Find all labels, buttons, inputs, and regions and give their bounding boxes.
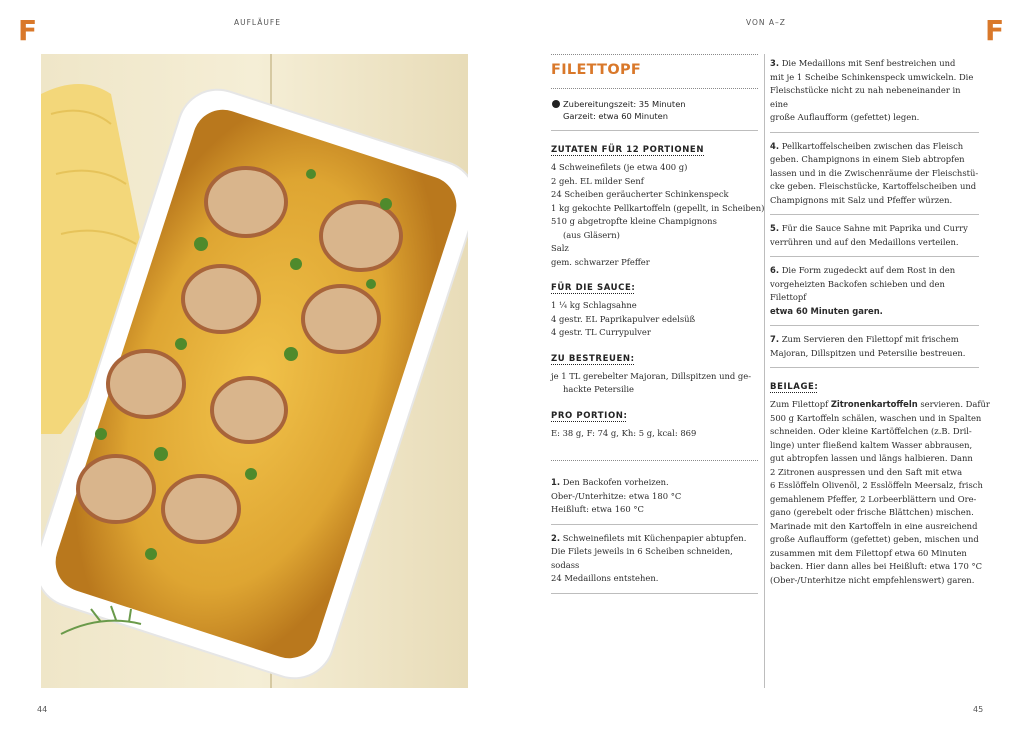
sauce-line: 4 gestr. EL Paprikapulver edelsüß <box>551 313 696 324</box>
ingredient-line: Salz <box>551 243 569 253</box>
step-line: vorgeheizten Backofen schieben und den Filettopf <box>770 278 945 302</box>
running-head-right: VON A–Z <box>746 18 786 27</box>
sauce-heading: FÜR DIE SAUCE: <box>551 283 636 293</box>
portion-heading: PRO PORTION: <box>551 410 628 421</box>
ingredient-line: gem. schwarzer Pfeffer <box>551 256 650 267</box>
sauce-line: 4 gestr. TL Currypulver <box>551 327 651 337</box>
step-line: mit je 1 Scheibe Schinkenspeck umwickeln. Die <box>770 71 974 82</box>
dotted-rule <box>551 460 758 461</box>
side-dish-line: linge) unter fließend kaltem Wasser abbrausen, <box>770 439 973 450</box>
page-number-right: 45 <box>973 705 984 714</box>
column-divider <box>764 54 765 688</box>
step-number: 7. <box>770 334 780 344</box>
step-line: Den Backofen vorheizen. <box>562 477 669 487</box>
step-line: 24 Medaillons entstehen. <box>551 573 659 583</box>
side-dish-line: zusammen mit dem Filettopf etwa 60 Minuten <box>770 547 967 558</box>
casserole-photo <box>41 54 468 688</box>
step-number: 6. <box>770 265 780 275</box>
side-intro-pre: Zum Filettopf <box>770 399 831 409</box>
step-line: Die Form zugedeckt auf dem Rost in den <box>781 265 956 275</box>
side-dish-line: 500 g Kartoffeln schälen, waschen und in Spalten <box>770 412 982 423</box>
step-line: verrühren und auf den Medaillons verteilen. <box>770 236 959 247</box>
clock-icon <box>552 100 560 108</box>
dotted-rule <box>551 88 758 89</box>
step-line-bold: etwa 60 Minuten garen. <box>770 305 883 316</box>
step-line: Schweinefilets mit Küchenpapier abtupfen. <box>562 532 747 543</box>
ingredient-line: (aus Gläsern) <box>563 229 620 240</box>
side-dish-line: (Ober-/Unterhitze nicht empfehlenswert) garen. <box>770 574 975 585</box>
side-dish-line: schneiden. Oder kleine Kartöffelchen (z.B. Dril- <box>770 426 972 436</box>
side-dish-line: große Auflaufform (gefettet) geben, mischen und <box>770 534 979 544</box>
step-line: Für die Sauce Sahne mit Paprika und Curry <box>781 223 968 233</box>
section-letter-right: F <box>985 14 1005 47</box>
step-7 <box>770 326 979 367</box>
step-line: Ober-/Unterhitze: etwa 180 °C <box>551 490 682 501</box>
step-5 <box>770 215 979 256</box>
step-line: cke geben. Fleischstücke, Kartoffelscheiben und <box>770 181 977 191</box>
step-2 <box>551 525 758 593</box>
side-dish-line: 2 Zitronen auspressen und den Saft mit etwa <box>770 466 963 477</box>
side-dish-line: 6 Esslöffeln Olivenöl, 2 Esslöffeln Meersalz, frisch <box>770 480 983 490</box>
topping-line: je 1 TL gerebelter Majoran, Dillspitzen und ge- <box>551 370 752 381</box>
recipe-column-left <box>551 54 765 594</box>
section-letter-left: F <box>18 14 38 47</box>
side-dish-line: backen. Hier dann alles bei Heißluft: etwa 170 °C <box>770 561 983 571</box>
side-dish-line <box>770 398 990 412</box>
topping-line: hackte Petersilie <box>563 384 634 394</box>
step-line: Heißluft: etwa 160 °C <box>551 504 644 514</box>
side-dish-line: Marinade mit den Kartoffeln in eine ausreichend <box>770 520 978 531</box>
dotted-rule <box>551 54 758 55</box>
topping-heading: ZU BESTREUEN: <box>551 353 635 364</box>
side-dish-line: gemahlenem Pfeffer, 2 Lorbeerblättern und Ore- <box>770 493 977 504</box>
step-1 <box>551 469 758 524</box>
step-line: geben. Champignons in einem Sieb abtropfen <box>770 154 965 164</box>
ingredient-line: 510 g abgetropfte kleine Champignons <box>551 216 717 226</box>
step-6 <box>770 257 979 325</box>
side-dish-heading: BEILAGE: <box>770 382 819 392</box>
ingredient-line: 2 geh. EL milder Senf <box>551 175 644 186</box>
step-number: 2. <box>551 532 561 543</box>
step-line: lassen und in die Zwischenräume der Fleischstü- <box>770 167 979 178</box>
side-dish-line: gano (gerebelt oder frische Blättchen) mischen. <box>770 507 974 517</box>
step-3 <box>770 54 979 132</box>
step-4 <box>770 133 979 215</box>
side-intro-bold: Zitronenkartoffeln <box>830 399 918 409</box>
step-number: 3. <box>770 58 780 68</box>
step-number: 1. <box>551 477 561 487</box>
step-line: Fleischstücke nicht zu nah nebeneinander in eine <box>770 85 961 109</box>
step-number: 5. <box>770 223 780 233</box>
running-head-left: AUFLÄUFE <box>234 18 281 27</box>
rule <box>551 593 758 594</box>
cook-time: Garzeit: etwa 60 Minuten <box>563 111 669 121</box>
ingredient-line: 1 kg gekochte Pellkartoffeln (gepellt, in Scheiben) <box>551 202 765 213</box>
step-line: Die Medaillons mit Senf bestreichen und <box>781 58 956 68</box>
step-number: 4. <box>770 140 780 151</box>
recipe-column-right <box>770 54 990 587</box>
step-line: Zum Servieren den Filettopf mit frischem <box>781 334 959 344</box>
portion-values: E: 38 g, F: 74 g, Kh: 5 g, kcal: 869 <box>551 427 697 438</box>
side-intro-post: servieren. Dafür <box>917 399 990 409</box>
prep-time: Zubereitungszeit: 35 Minuten <box>563 99 686 109</box>
sauce-line: 1 ¼ kg Schlagsahne <box>551 300 637 310</box>
step-line: Pellkartoffelscheiben zwischen das Fleisch <box>781 140 964 151</box>
rule <box>770 367 979 368</box>
page-number-left: 44 <box>37 705 48 714</box>
step-line: große Auflaufform (gefettet) legen. <box>770 112 920 122</box>
step-line: Majoran, Dillspitzen und Petersilie bestreuen. <box>770 347 966 358</box>
ingredient-line: 4 Schweinefilets (je etwa 400 g) <box>551 162 688 172</box>
step-line: Die Filets jeweils in 6 Scheiben schneiden, sodass <box>551 546 733 570</box>
side-dish-line: gut abtropfen lassen und längs halbieren. Dann <box>770 453 973 463</box>
ingredients-heading: ZUTATEN FÜR 12 PORTIONEN <box>551 145 705 155</box>
rule <box>551 130 758 131</box>
time-block <box>551 98 758 122</box>
ingredient-line: 24 Scheiben geräucherter Schinkenspeck <box>551 189 729 199</box>
recipe-title: FILETTOPF <box>551 62 642 78</box>
step-line: Champignons mit Salz und Pfeffer würzen. <box>770 194 953 205</box>
